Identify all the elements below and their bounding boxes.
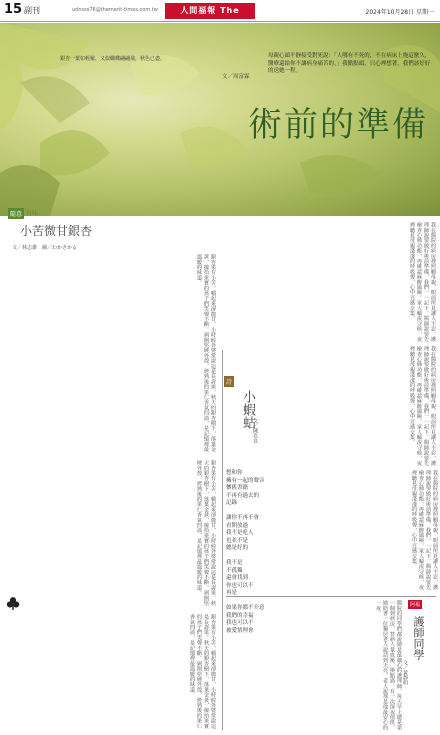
section-name: 副刊 bbox=[24, 6, 40, 15]
main-article-body-2: 我在醫院的病房裡照顧母親，眼前所見讓人不忍，護理師說要做好術前準備，我們一一記下。醫師說要先檢查心肺功能，再確認麻醉風險。家人輪流守候，夜裡聽見母親淺淺的呼吸聲，心中百感交集。 bbox=[409, 346, 436, 466]
kids-tag-suffix: 有味 bbox=[26, 210, 39, 217]
main-article-body-1: 我在醫院的病房裡照顧母親，眼前所見讓人不忍，護理師說要做好術前準備，我們一一記下。醫師說要先檢查心肺功能，再確認麻醉風險。家人輪流守候，夜裡聽見母親淺淺的呼吸聲，心中百感交集。 bbox=[409, 222, 436, 342]
kids-article-body-2: 銀杏果有小苦，嚼起來卻微甘，小時候外婆常說這是長壽果。秋天的銀杏樹下，落葉金黃，撿拾果實的孩子們笑聲不斷。剝開堅硬外殼，烤熟後的果仁香氣四溢，是記憶裡最溫暖的味道。 bbox=[196, 460, 216, 606]
kids-title: 小苦微甘銀杏 bbox=[20, 224, 93, 238]
page-header bbox=[0, 0, 440, 22]
corner-author: 文／黃靜明 bbox=[402, 660, 408, 685]
corner-article-body: 醫院的同學們都說她是最細心的護理師，每天早上總是第一個到病房，替病人量血壓、換點滴。有一次深夜值班，她陪著一位獨居老人說話到天亮，老人說那是他最安心的一夜。 bbox=[375, 600, 402, 730]
photo-caption: 銀杏一葉如輕羅，又似蝴蝶翩翩飛，秋色已盡。 bbox=[60, 56, 166, 62]
poem-lines: 想和你 擁有一起的聲音 懷舊書籍 不再有過去的 記錄 讓你不再不會 看開放過 我不是吃人 也並不是 總是好的 我不是 不孤獨 還會找到 你也可以不 再是 如果你都不介意 我們的幸福 我也可以不 被愛情理會 bbox=[226, 470, 265, 634]
article-intro: 母親心頭平靜接受對死說：「人哪有不死的，不在病床上拖這麼久，醫療還給你不讓病身痛苦的。」我點點頭，只心裡想著，我們該好好的送她一程。 bbox=[268, 53, 431, 74]
kids-tag: 隨意 bbox=[8, 208, 24, 219]
corner-title: 護師同學 bbox=[412, 616, 425, 660]
corner-divider bbox=[226, 596, 436, 597]
main-article-title: 術前的準備 bbox=[248, 105, 428, 145]
issue-date: 2024年10月28日 星期一 bbox=[365, 9, 434, 16]
newspaper-logo: 人間福報 The bbox=[165, 3, 255, 19]
main-article-body-3: 我在醫院的病房裡照顧母親，眼前所見讓人不忍，護理師說要做好術前準備，我們一一記下。醫師說要先檢查心肺功能，再確認麻醉風險。家人輪流守候，夜裡聽見母親淺淺的呼吸聲，心中百感交集。 bbox=[411, 470, 438, 590]
poem-title: 小蝦蛄 bbox=[240, 390, 255, 429]
ginkgo-photo bbox=[0, 23, 440, 216]
main-article-author: 文／周富霖 bbox=[222, 74, 250, 80]
kids-author: 文／林志雄 圖／わかさかる bbox=[12, 245, 78, 251]
kids-article-body: 銀杏果有小苦，嚼起來卻微甘，小時候外婆常說這是長壽果。秋天的銀杏樹下，落葉金黃，撿拾果實的孩子們笑聲不斷。剝開堅硬外殼，烤熟後的果仁香氣四溢，是記憶裡最溫暖的味道。 bbox=[196, 254, 216, 452]
column-divider bbox=[222, 350, 223, 730]
club-symbol-icon bbox=[6, 596, 20, 610]
poem-author: 文／陳克良 bbox=[252, 418, 258, 443]
corner-tag: 阿福 bbox=[410, 602, 421, 608]
page-number: 15 bbox=[4, 2, 23, 17]
poem-tag: 詩 bbox=[224, 376, 234, 387]
kids-article-body-3: 銀杏果有小苦，嚼起來卻微甘，小時候外婆常說這是長壽果。秋天的銀杏樹下，落葉金黃，撿拾果實的孩子們笑聲不斷。剝開堅硬外殼，烤熟後的果仁香氣四溢，是記憶裡最溫暖的味道。 bbox=[189, 614, 216, 729]
site-address: udnsss76@themerit-times.com.tw bbox=[72, 7, 158, 13]
